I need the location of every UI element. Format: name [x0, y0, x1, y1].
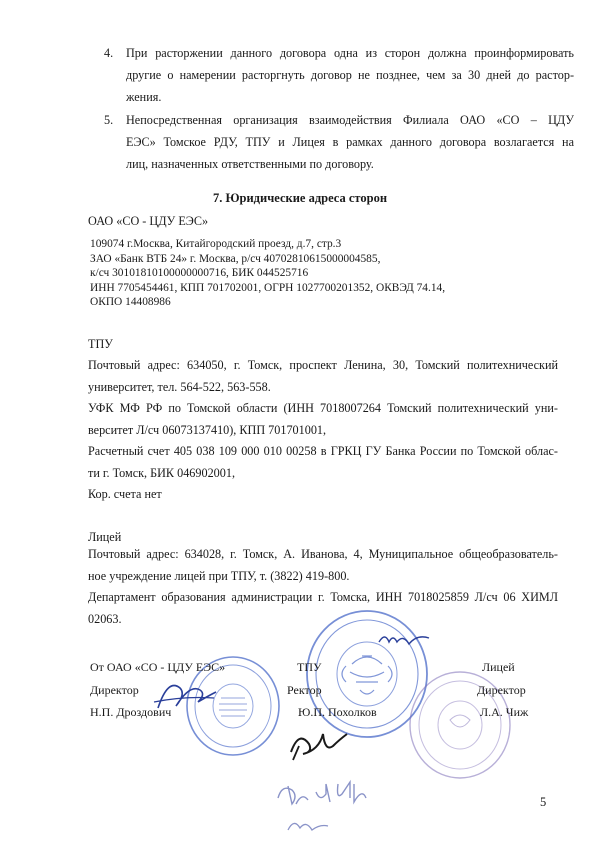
- lyceum-signature-position: Директор: [477, 683, 526, 697]
- tpu-detail-line: университет, тел. 564-522, 563-558.: [88, 379, 271, 394]
- so-detail-line: к/сч 30101810100000000716, БИК 044525716: [90, 267, 309, 280]
- so-signature-org: От ОАО «СО - ЦДУ ЕЭС»: [90, 660, 226, 674]
- tpu-signature-position: Ректор: [287, 683, 322, 697]
- so-org-name: ОАО «СО - ЦДУ ЕЭС»: [88, 214, 209, 228]
- lyceum-detail-line: ное учреждение лицей при ТПУ, т. (3822) 419-800.: [88, 568, 350, 583]
- so-signature-name: Н.П. Дроздович: [90, 705, 172, 719]
- clause-number: 4.: [104, 46, 114, 60]
- lyceum-detail-line: Департамент образования администрации г. Томска, ИНН 7018025859 Л/сч 06 ХИМЛ: [88, 590, 558, 604]
- clause-line: другие о намерении расторгнуть договор не позднее, чем за 30 дней до растор-: [126, 68, 574, 82]
- clause-line: жения.: [126, 90, 162, 104]
- lyceum-org-name: Лицей: [88, 530, 122, 544]
- lyceum-detail-line: 02063.: [88, 611, 122, 626]
- so-detail-line: ИНН 7705454461, КПП 701702001, ОГРН 1027700201352, ОКВЭД 74.14,: [90, 281, 446, 294]
- lyceum-signature-org: Лицей: [482, 660, 515, 674]
- lyceum-details: [88, 544, 558, 630]
- so-detail-line: ЗАО «Банк ВТБ 24» г. Москва, р/сч 40702810615000004585,: [90, 252, 381, 265]
- clause-number: 5.: [104, 113, 114, 127]
- tpu-signature-org: ТПУ: [297, 660, 322, 674]
- so-detail-line: ОКПО 14408986: [90, 296, 171, 309]
- handwritten-note: [268, 772, 378, 848]
- page-number: 5: [540, 795, 547, 809]
- tpu-detail-line: Кор. счета нет: [88, 487, 162, 501]
- tpu-detail-line: верситет Л/сч 06073137410), КПП 701701001,: [88, 422, 327, 437]
- tpu-details: [88, 355, 558, 506]
- so-signature-position: Директор: [90, 683, 139, 697]
- lyceum-detail-line: Почтовый адрес: 634028, г. Томск, А. Иванова, 4, Муниципальное общеобразователь-: [88, 547, 558, 561]
- tpu-signature-name: Ю.П. Похолков: [298, 705, 377, 719]
- clause-line: лиц, назначенных ответственными по договору.: [126, 157, 374, 171]
- clause-line: Непосредственная организация взаимодействия Филиала ОАО «СО – ЦДУ: [126, 113, 574, 127]
- tpu-detail-line: ти г. Томск, БИК 046902001,: [88, 465, 236, 480]
- tpu-org-name: ТПУ: [88, 337, 113, 351]
- tpu-detail-line: Расчетный счет 405 038 109 000 010 00258 в ГРКЦ ГУ Банка России по Томской облас-: [88, 444, 558, 458]
- tpu-detail-line: Почтовый адрес: 634050, г. Томск, проспект Ленина, 30, Томский политехнический: [88, 358, 558, 372]
- clause-line: При расторжении данного договора одна из сторон должна проинформировать: [126, 46, 574, 60]
- tpu-detail-line: УФК МФ РФ по Томской области (ИНН 7018007264 Томский политехнический уни-: [88, 401, 558, 415]
- lyceum-signature-name: Л.А. Чиж: [480, 705, 529, 719]
- clause-line: ЕЭС» Томское РДУ, ТПУ и Лицея в рамках данного договора возлагается на: [126, 135, 574, 149]
- tpu-handwritten-signature: [285, 722, 355, 766]
- lyceum-handwritten-signature: [375, 628, 435, 652]
- so-details: [90, 237, 560, 310]
- so-detail-line: 109074 г.Москва, Китайгородский проезд, д.7, стр.3: [90, 238, 342, 250]
- section-title: 7. Юридические адреса сторон: [212, 191, 388, 205]
